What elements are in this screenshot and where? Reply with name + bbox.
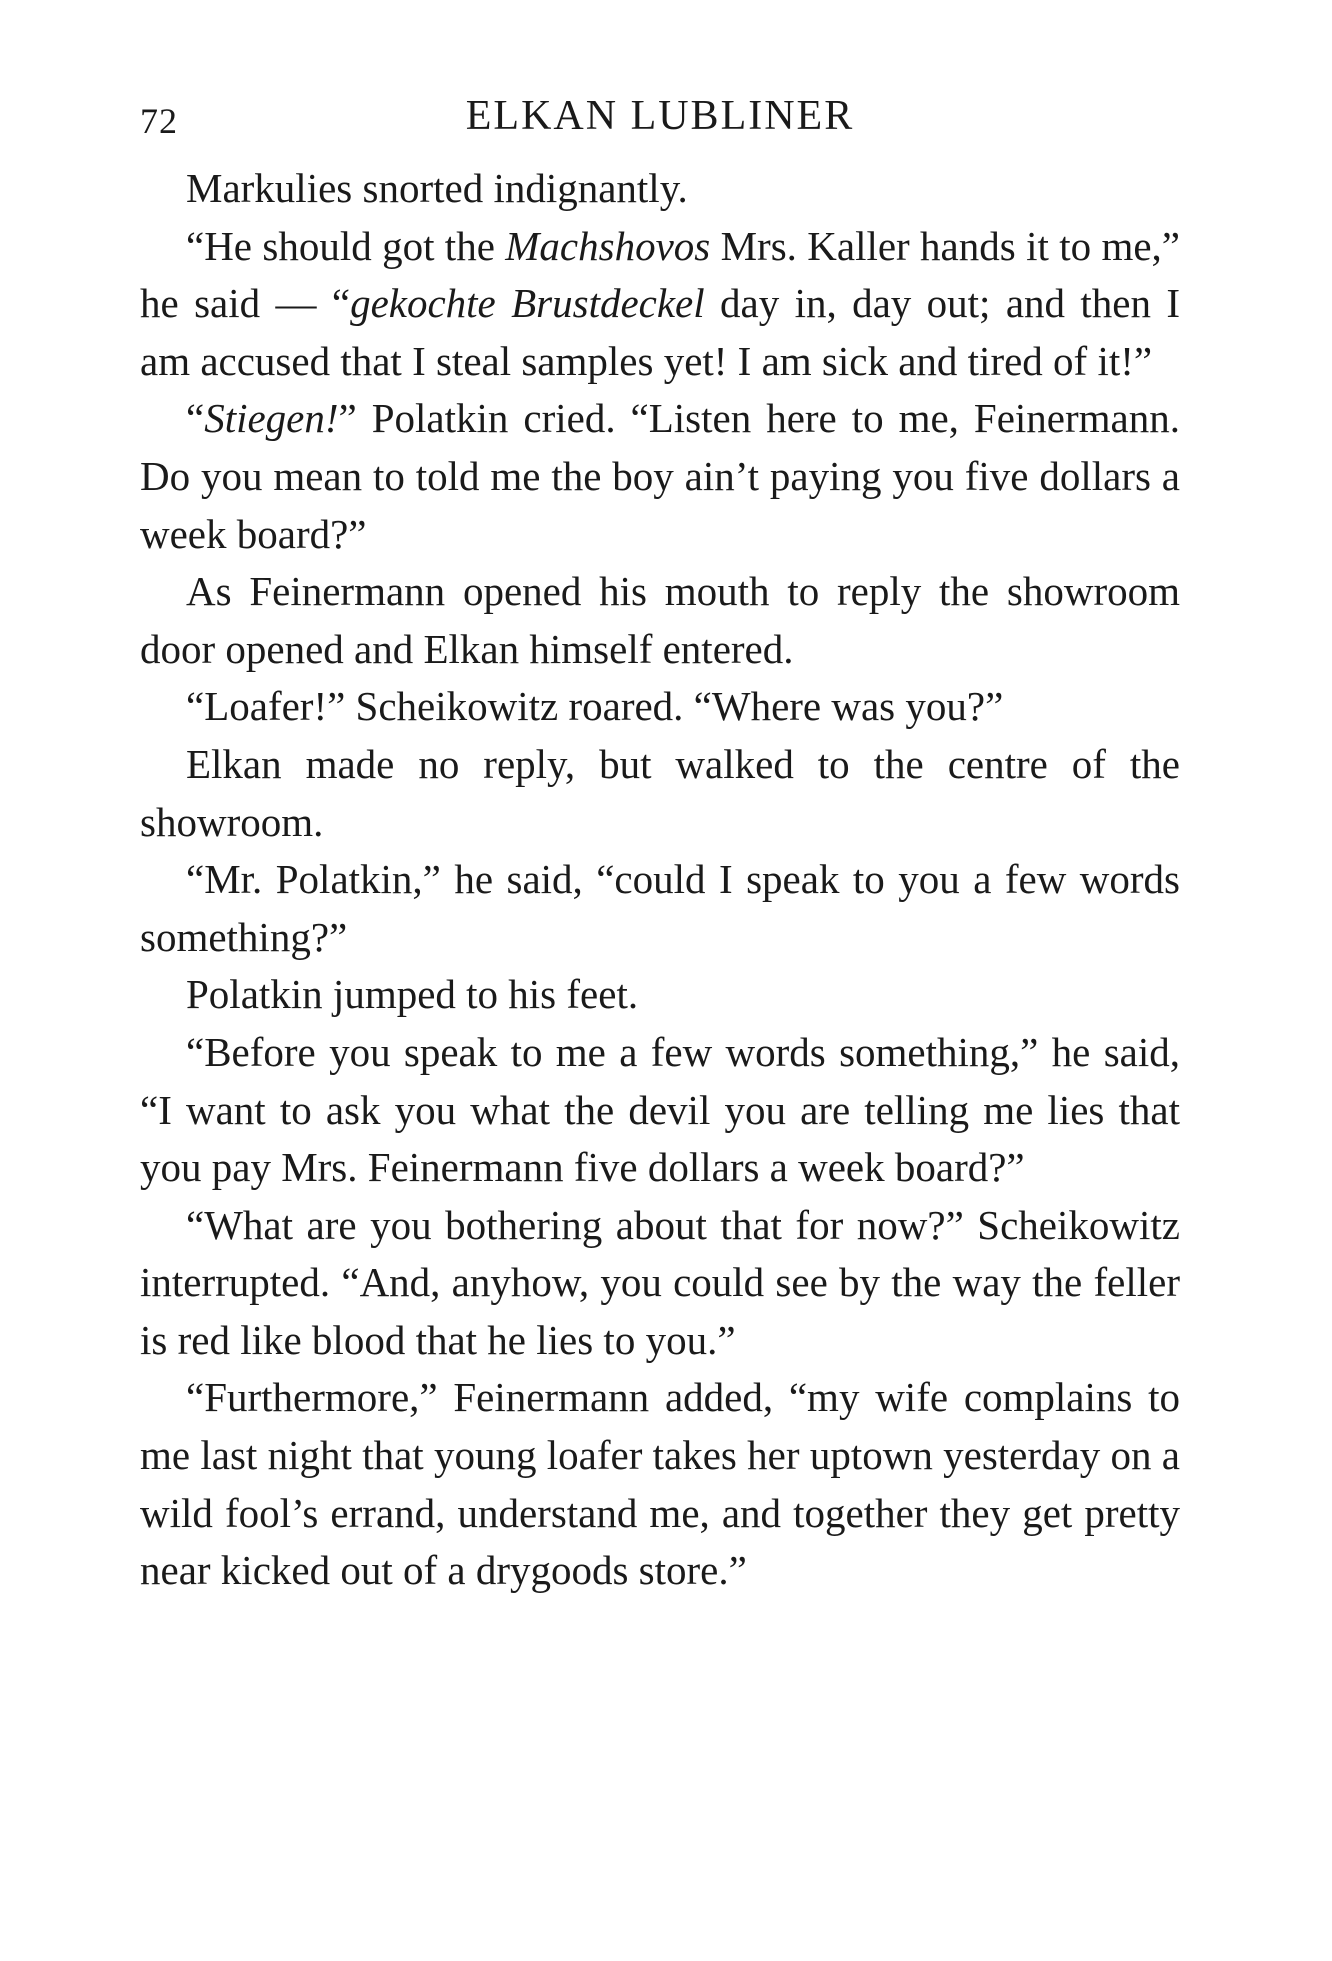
italic-text: Stiegen!: [204, 395, 339, 442]
paragraph: [140, 678, 1180, 736]
running-head: ELKAN LUBLINER: [465, 93, 855, 139]
paragraph: [140, 851, 1180, 966]
paragraph: [140, 563, 1180, 678]
body-text: [140, 160, 1180, 1600]
text-run: “Furthermore,” Feinermann added, “my wife complains to me last night that young loafer takes her uptown yesterday on a wild fool’s errand, understand me, and together they get pretty near kicked out of a drygoods store.”: [140, 1374, 1180, 1594]
text-run: Mrs. Kaller hands it to me,” he said — “: [140, 222, 1180, 327]
paragraph: [140, 218, 1180, 391]
book-page: [140, 92, 1180, 1600]
text-run: “Mr. Polatkin,” he said, “could I speak to you a few words something?”: [140, 856, 1180, 960]
paragraph: [140, 1369, 1180, 1599]
paragraph: [140, 160, 1180, 218]
text-run: “Loafer!” Scheikowitz roared. “Where was you?”: [186, 683, 1004, 730]
paragraph: [140, 736, 1180, 851]
text-run: ” Polatkin cried. “Listen here to me, Feinermann. Do you mean to told me the boy ain’t paying you five dollars a week board?”: [140, 395, 1180, 557]
text-run: “Before you speak to me a few words something,” he said, “I want to ask you what the devil you are telling me lies that you pay Mrs. Feinermann five dollars a week board?”: [140, 1028, 1180, 1191]
italic-text: Machshovos: [505, 222, 711, 269]
page-header: [140, 92, 1180, 152]
text-run: “What are you bothering about that for now?” Scheikowitz interrupted. “And, anyhow, you could see by the way the feller is red like blood that he lies to you.”: [140, 1201, 1180, 1363]
text-run: Elkan made no reply, but walked to the centre of the showroom.: [140, 740, 1180, 845]
text-run: day in, day out; and then I am accused that I steal samples yet! I am sick and tired of it!”: [140, 280, 1181, 384]
text-run: “: [186, 395, 205, 442]
text-run: Markulies snorted indignantly.: [186, 165, 688, 211]
italic-text: gekochte Brustdeckel: [350, 280, 705, 327]
text-run: “He should got the: [186, 222, 506, 269]
text-run: As Feinermann opened his mouth to reply the showroom door opened and Elkan himself entered.: [140, 568, 1180, 672]
text-run: Polatkin jumped to his feet.: [186, 971, 639, 1018]
page-number: 72: [140, 101, 178, 141]
paragraph: [140, 1024, 1180, 1197]
paragraph: [140, 966, 1180, 1024]
paragraph: [140, 1197, 1180, 1370]
paragraph: [140, 390, 1180, 563]
